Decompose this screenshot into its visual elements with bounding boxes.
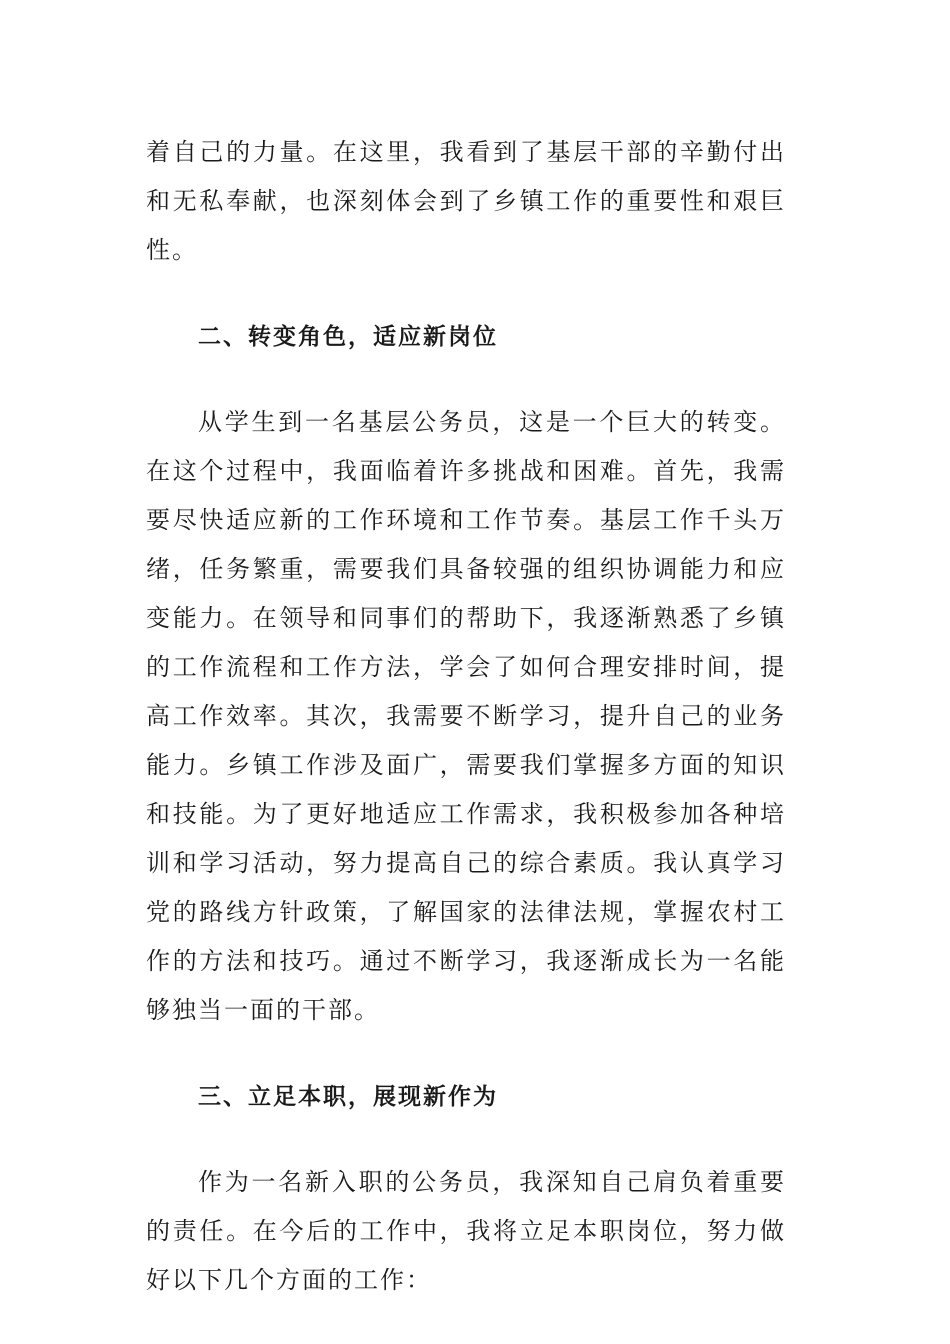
section-heading-2: 二、转变角色，适应新岗位 <box>198 324 498 350</box>
section-3-paragraph: 作为一名新入职的公务员，我深知自己肩负着重要的责任。在今后的工作中，我将立足本职岗位，努力做好以下几个方面的工作： <box>146 1168 786 1294</box>
section-heading-3: 三、立足本职，展现新作为 <box>198 1084 498 1110</box>
document-body <box>146 128 786 1305</box>
section-2-paragraph: 从学生到一名基层公务员，这是一个巨大的转变。在这个过程中，我面临着许多挑战和困难。首先，我需要尽快适应新的工作环境和工作节奏。基层工作千头万绪，任务繁重，需要我们具备较强的组织协调能力和应变能力。在领导和同事们的帮助下，我逐渐熟悉了乡镇的工作流程和工作方法，学会了如何合理安排时间，提高工作效率。其次，我需要不断学习，提升自己的业务能力。乡镇工作涉及面广，需要我们掌握多方面的知识和技能。为了更好地适应工作需求，我积极参加各种培训和学习活动，努力提高自己的综合素质。我认真学习党的路线方针政策，了解国家的法律法规，掌握农村工作的方法和技巧。通过不断学习，我逐渐成长为一名能够独当一面的干部。 <box>146 408 786 1024</box>
continuation-paragraph: 着自己的力量。在这里，我看到了基层干部的辛勤付出和无私奉献，也深刻体会到了乡镇工作的重要性和艰巨性。 <box>146 138 786 264</box>
